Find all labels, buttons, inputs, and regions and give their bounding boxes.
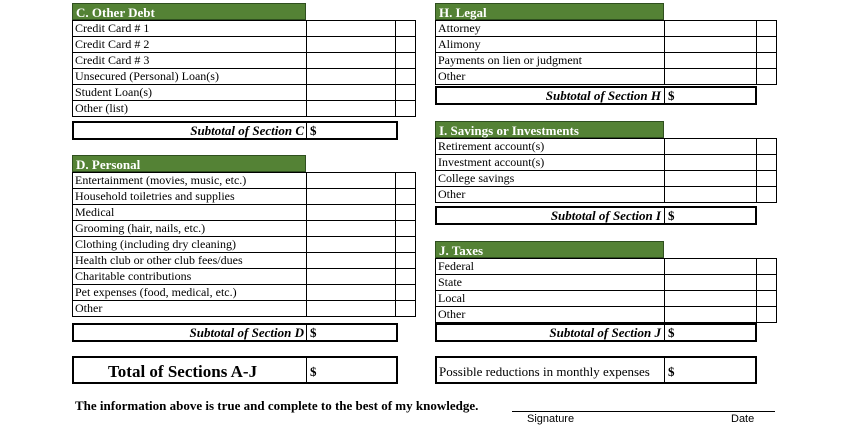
row-label: Federal <box>436 259 665 275</box>
row-label: Payments on lien or judgment <box>436 53 665 69</box>
row-amount-field[interactable] <box>307 269 396 285</box>
row-check-field[interactable] <box>757 291 777 307</box>
section-j-table <box>435 258 777 323</box>
table-row <box>73 205 416 221</box>
table-row <box>73 37 416 53</box>
table-row <box>436 37 777 53</box>
table-row <box>436 187 777 203</box>
section-d-subtotal-amount[interactable]: $ <box>310 325 317 340</box>
section-h-title: H. Legal <box>435 3 664 20</box>
row-check-field[interactable] <box>396 301 416 317</box>
table-row <box>436 259 777 275</box>
section-j-subtotal <box>435 323 757 342</box>
row-label: College savings <box>436 171 665 187</box>
section-c-subtotal <box>72 121 398 140</box>
table-row <box>436 69 777 85</box>
section-h-subtotal-amount[interactable]: $ <box>668 88 675 103</box>
row-amount-field[interactable] <box>307 69 396 85</box>
row-check-field[interactable] <box>396 37 416 53</box>
table-row <box>436 155 777 171</box>
section-c-subtotal-amount[interactable]: $ <box>310 123 317 138</box>
row-label: Health club or other club fees/dues <box>73 253 307 269</box>
row-check-field[interactable] <box>757 307 777 323</box>
row-check-field[interactable] <box>396 53 416 69</box>
section-d <box>72 155 415 317</box>
row-check-field[interactable] <box>396 189 416 205</box>
section-i-subtotal-amount[interactable]: $ <box>668 208 675 223</box>
section-h-subtotal-divider <box>664 88 665 103</box>
section-j-title: J. Taxes <box>435 241 664 258</box>
row-label: Credit Card # 2 <box>73 37 307 53</box>
row-label: State <box>436 275 665 291</box>
row-check-field[interactable] <box>757 259 777 275</box>
section-h-subtotal-label: Subtotal of Section H <box>545 88 661 103</box>
row-amount-field[interactable] <box>665 291 757 307</box>
row-amount-field[interactable] <box>665 307 757 323</box>
table-row <box>436 53 777 69</box>
row-amount-field[interactable] <box>307 85 396 101</box>
row-amount-field[interactable] <box>307 101 396 117</box>
row-label: Alimony <box>436 37 665 53</box>
row-label: Pet expenses (food, medical, etc.) <box>73 285 307 301</box>
row-check-field[interactable] <box>396 269 416 285</box>
table-row <box>73 221 416 237</box>
row-amount-field[interactable] <box>665 155 757 171</box>
row-check-field[interactable] <box>396 21 416 37</box>
row-check-field[interactable] <box>757 21 777 37</box>
section-d-table <box>72 172 416 317</box>
section-i-subtotal-label: Subtotal of Section I <box>550 208 661 223</box>
table-row <box>73 85 416 101</box>
row-amount-field[interactable] <box>307 189 396 205</box>
reductions-box <box>435 356 757 384</box>
row-label: Grooming (hair, nails, etc.) <box>73 221 307 237</box>
row-label: Investment account(s) <box>436 155 665 171</box>
row-label: Credit Card # 1 <box>73 21 307 37</box>
row-amount-field[interactable] <box>307 173 396 189</box>
table-row <box>436 171 777 187</box>
row-label: Credit Card # 3 <box>73 53 307 69</box>
row-amount-field[interactable] <box>307 21 396 37</box>
row-check-field[interactable] <box>757 155 777 171</box>
row-amount-field[interactable] <box>307 221 396 237</box>
section-j-subtotal-label: Subtotal of Section J <box>549 325 661 340</box>
row-amount-field[interactable] <box>665 139 757 155</box>
total-label: Total of Sections A-J <box>108 362 258 381</box>
section-h-subtotal <box>435 86 757 105</box>
row-check-field[interactable] <box>757 187 777 203</box>
section-h-table <box>435 20 777 85</box>
attestation-text: The information above is true and complete to the best of my knowledge. <box>75 398 479 413</box>
row-label: Medical <box>73 205 307 221</box>
table-row <box>436 291 777 307</box>
section-c <box>72 3 415 117</box>
row-amount-field[interactable] <box>307 285 396 301</box>
table-row <box>436 21 777 37</box>
section-j-subtotal-amount[interactable]: $ <box>668 325 675 340</box>
row-amount-field[interactable] <box>665 37 757 53</box>
table-row <box>73 69 416 85</box>
section-j <box>435 241 776 323</box>
row-amount-field[interactable] <box>307 301 396 317</box>
row-label: Other <box>73 301 307 317</box>
row-label: Student Loan(s) <box>73 85 307 101</box>
table-row <box>73 285 416 301</box>
row-check-field[interactable] <box>757 69 777 85</box>
section-d-subtotal <box>72 323 398 342</box>
section-c-subtotal-label: Subtotal of Section C <box>190 123 304 138</box>
section-i-table <box>435 138 777 203</box>
reductions-label: Possible reductions in monthly expenses <box>439 364 650 379</box>
row-label: Other <box>436 307 665 323</box>
row-label: Charitable contributions <box>73 269 307 285</box>
table-row <box>73 269 416 285</box>
row-check-field[interactable] <box>757 171 777 187</box>
row-check-field[interactable] <box>396 85 416 101</box>
row-check-field[interactable] <box>396 221 416 237</box>
section-i-subtotal <box>435 206 757 225</box>
table-row <box>436 275 777 291</box>
section-i <box>435 121 776 203</box>
row-amount-field[interactable] <box>307 237 396 253</box>
section-d-title: D. Personal <box>72 155 306 172</box>
row-amount-field[interactable] <box>665 259 757 275</box>
row-label: Household toiletries and supplies <box>73 189 307 205</box>
section-c-table <box>72 20 416 117</box>
table-row <box>73 237 416 253</box>
section-d-subtotal-label: Subtotal of Section D <box>189 325 304 340</box>
row-amount-field[interactable] <box>665 53 757 69</box>
table-row <box>73 53 416 69</box>
row-amount-field[interactable] <box>307 37 396 53</box>
row-check-field[interactable] <box>396 173 416 189</box>
row-check-field[interactable] <box>396 205 416 221</box>
row-amount-field[interactable] <box>665 171 757 187</box>
section-j-subtotal-divider <box>664 325 665 340</box>
table-row <box>73 101 416 117</box>
row-check-field[interactable] <box>757 139 777 155</box>
row-amount-field[interactable] <box>307 205 396 221</box>
row-label: Entertainment (movies, music, etc.) <box>73 173 307 189</box>
total-divider <box>306 358 307 382</box>
date-label: Date <box>731 413 755 425</box>
table-row <box>73 173 416 189</box>
row-amount-field[interactable] <box>665 69 757 85</box>
row-amount-field[interactable] <box>307 253 396 269</box>
row-amount-field[interactable] <box>665 21 757 37</box>
row-label: Local <box>436 291 665 307</box>
section-c-subtotal-divider <box>306 123 307 138</box>
table-row <box>73 189 416 205</box>
row-label: Other <box>436 187 665 203</box>
section-i-title: I. Savings or Investments <box>435 121 664 138</box>
reductions-amount[interactable]: $ <box>668 364 675 379</box>
row-amount-field[interactable] <box>665 275 757 291</box>
row-label: Unsecured (Personal) Loan(s) <box>73 69 307 85</box>
row-label: Other <box>436 69 665 85</box>
table-row <box>73 21 416 37</box>
section-d-subtotal-divider <box>306 325 307 340</box>
row-check-field[interactable] <box>757 53 777 69</box>
row-check-field[interactable] <box>396 253 416 269</box>
table-row <box>436 139 777 155</box>
table-row <box>73 253 416 269</box>
row-check-field[interactable] <box>757 275 777 291</box>
section-h <box>435 3 776 85</box>
row-amount-field[interactable] <box>307 53 396 69</box>
section-i-subtotal-divider <box>664 208 665 223</box>
row-amount-field[interactable] <box>665 187 757 203</box>
row-label: Retirement account(s) <box>436 139 665 155</box>
row-check-field[interactable] <box>396 69 416 85</box>
row-check-field[interactable] <box>757 37 777 53</box>
signature-label: Signature <box>527 413 575 425</box>
row-check-field[interactable] <box>396 101 416 117</box>
total-amount[interactable]: $ <box>310 364 317 379</box>
reductions-divider <box>664 358 665 382</box>
total-box <box>72 356 398 384</box>
row-label: Clothing (including dry cleaning) <box>73 237 307 253</box>
row-check-field[interactable] <box>396 285 416 301</box>
table-row <box>73 301 416 317</box>
row-label: Attorney <box>436 21 665 37</box>
table-row <box>436 307 777 323</box>
row-label: Other (list) <box>73 101 307 117</box>
signature-line[interactable] <box>512 411 775 412</box>
section-c-title: C. Other Debt <box>72 3 306 20</box>
row-check-field[interactable] <box>396 237 416 253</box>
